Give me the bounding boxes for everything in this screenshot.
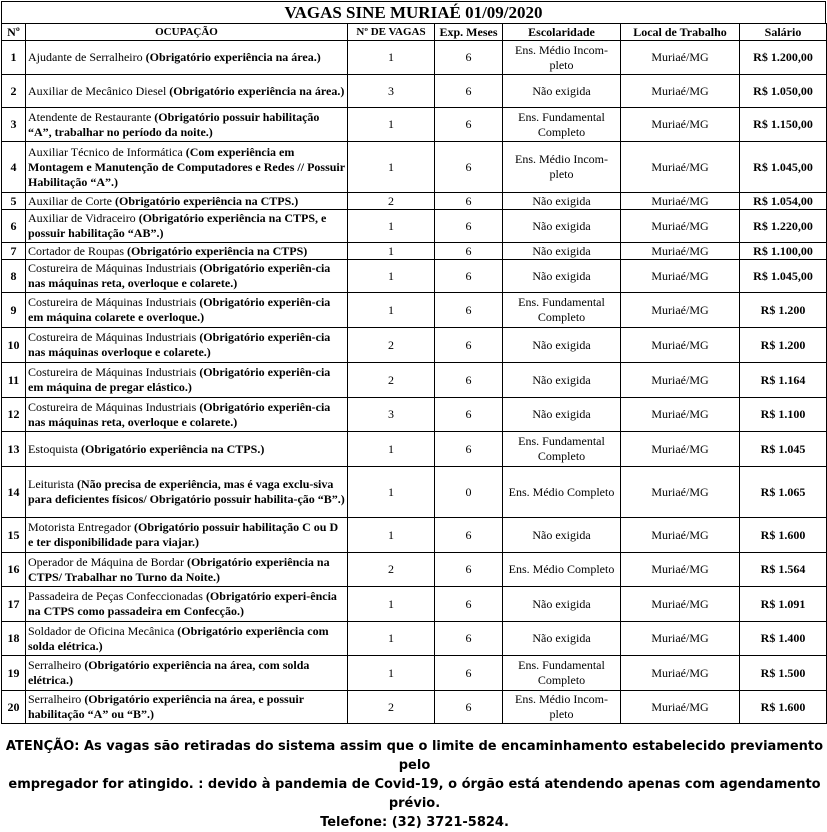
work-location: Muriaé/MG: [621, 691, 740, 724]
work-location: Muriaé/MG: [621, 243, 740, 260]
work-location: Muriaé/MG: [621, 293, 740, 328]
salary: R$ 1.091: [740, 587, 827, 622]
occupation-cell: [26, 108, 348, 142]
education-requirement: Ens. Médio Incom-pleto: [503, 142, 621, 193]
row-number: 12: [2, 398, 26, 432]
table-row: [2, 142, 827, 193]
vacancy-count: 2: [348, 328, 435, 363]
work-location: Muriaé/MG: [621, 398, 740, 432]
salary: R$ 1.045,00: [740, 260, 827, 293]
occupation-title: Costureira de Máquinas Industriais: [28, 295, 197, 309]
header-num: Nº: [2, 24, 26, 41]
occupation-title: Auxiliar de Corte: [28, 193, 112, 208]
row-number: 9: [2, 293, 26, 328]
occupation-requirements: (Obrigatório experiência na CTPS.): [81, 441, 265, 456]
occupation-cell: [26, 243, 348, 260]
experience-months: 6: [435, 75, 503, 108]
row-number: 6: [2, 210, 26, 243]
page-title: VAGAS SINE MURIAÉ 01/09/2020: [1, 1, 826, 23]
vacancy-count: 3: [348, 75, 435, 108]
education-requirement: Não exigida: [503, 398, 621, 432]
work-location: Muriaé/MG: [621, 41, 740, 75]
experience-months: 6: [435, 210, 503, 243]
education-requirement: Ens. Médio Incom-pleto: [503, 691, 621, 724]
table-row: [2, 432, 827, 467]
row-number: 4: [2, 142, 26, 193]
vacancy-count: 1: [348, 41, 435, 75]
education-requirement: Não exigida: [503, 518, 621, 553]
occupation-title: Ajudante de Serralheiro: [28, 50, 143, 64]
occupation-cell: [26, 260, 348, 293]
row-number: 5: [2, 193, 26, 210]
experience-months: 6: [435, 363, 503, 398]
education-requirement: Não exigida: [503, 260, 621, 293]
work-location: Muriaé/MG: [621, 518, 740, 553]
occupation-requirements: (Obrigatório experiência na área, e possuir habilitação “A” ou “B”.): [28, 692, 304, 721]
notice-line-3: Telefone: (32) 3721-5824.: [320, 815, 509, 830]
education-requirement: Ens. Fundamental Completo: [503, 432, 621, 467]
vacancy-count: 2: [348, 363, 435, 398]
work-location: Muriaé/MG: [621, 622, 740, 656]
header-exp: Exp. Meses: [435, 24, 503, 41]
row-number: 14: [2, 467, 26, 518]
notice-line-1: ATENÇÃO: As vagas são retiradas do sistema assim que o limite de encaminhamento estabelecido previamento pelo: [5, 739, 824, 773]
salary: R$ 1.100,00: [740, 243, 827, 260]
row-number: 2: [2, 75, 26, 108]
occupation-title: Auxiliar de Vidraceiro: [28, 211, 136, 225]
table-row: [2, 398, 827, 432]
row-number: 15: [2, 518, 26, 553]
occupation-requirements: (Obrigatório experiên-cia em máquina de pregar elástico.): [28, 365, 331, 394]
occupation-cell: [26, 75, 348, 108]
row-number: 18: [2, 622, 26, 656]
occupation-cell: [26, 142, 348, 193]
occupation-requirements: (Obrigatório experiência na área, com solda elétrica.): [28, 658, 310, 687]
occupation-requirements: (Obrigatório experiência na CTPS.): [114, 193, 299, 208]
table-row: [2, 193, 827, 210]
occupation-requirements: (Obrigatório experiên-cia em máquina colarete e overloque.): [28, 295, 331, 324]
salary: R$ 1.400: [740, 622, 827, 656]
salary: R$ 1.045,00: [740, 142, 827, 193]
salary: R$ 1.065: [740, 467, 827, 518]
education-requirement: Não exigida: [503, 193, 621, 210]
education-requirement: Não exigida: [503, 75, 621, 108]
row-number: 10: [2, 328, 26, 363]
occupation-cell: [26, 210, 348, 243]
vacancy-count: 1: [348, 243, 435, 260]
occupation-requirements: (Obrigatório experiên-cia nas máquinas reta, overloque e colarete.): [28, 261, 331, 290]
salary: R$ 1.050,00: [740, 75, 827, 108]
experience-months: 6: [435, 260, 503, 293]
header-ocupacao: OCUPAÇÃO: [26, 24, 348, 41]
occupation-requirements: (Não precisa de experiência, mas é vaga exclu-siva para deficientes físicos/ Obrigatório possuir habilita-ção “B”.): [28, 477, 345, 506]
salary: R$ 1.200,00: [740, 41, 827, 75]
occupation-title: Cortador de Roupas: [28, 243, 124, 258]
notice-line-2: empregador for atingido. : devido à pandemia de Covid-19, o órgão está atendendo apenas com agendamento prévio.: [8, 777, 821, 811]
education-requirement: Ens. Fundamental Completo: [503, 293, 621, 328]
occupation-title: Leiturista: [28, 477, 74, 491]
occupation-title: Soldador de Oficina Mecânica: [28, 623, 175, 638]
table-row: [2, 243, 827, 260]
education-requirement: Não exigida: [503, 243, 621, 260]
header-escolaridade: Escolaridade: [503, 24, 621, 41]
table-row: [2, 656, 827, 691]
occupation-requirements: (Obrigatório experiên-cia nas máquinas overloque e colarete.): [28, 330, 331, 359]
table-row: [2, 75, 827, 108]
table-row: [2, 553, 827, 587]
salary: R$ 1.220,00: [740, 210, 827, 243]
vacancy-count: 1: [348, 108, 435, 142]
row-number: 20: [2, 691, 26, 724]
salary: R$ 1.150,00: [740, 108, 827, 142]
row-number: 8: [2, 260, 26, 293]
occupation-requirements: (Obrigatório experiência na área.): [169, 83, 345, 98]
occupation-title: Costureira de Máquinas Industriais: [28, 399, 197, 414]
occupation-title: Auxiliar Técnico de Informática: [28, 144, 183, 159]
education-requirement: Não exigida: [503, 328, 621, 363]
work-location: Muriaé/MG: [621, 328, 740, 363]
occupation-requirements: (Obrigatório experiência na área.): [145, 50, 321, 64]
occupation-cell: [26, 518, 348, 553]
vacancy-count: 1: [348, 293, 435, 328]
salary: R$ 1.564: [740, 553, 827, 587]
experience-months: 6: [435, 142, 503, 193]
occupation-requirements: (Obrigatório possuir habilitação C ou D e ter disponibilidade para viajar.): [28, 520, 339, 549]
vacancy-count: 1: [348, 518, 435, 553]
education-requirement: Ens. Médio Completo: [503, 553, 621, 587]
table-row: [2, 587, 827, 622]
work-location: Muriaé/MG: [621, 587, 740, 622]
experience-months: 6: [435, 243, 503, 260]
occupation-title: Passadeira de Peças Confeccionadas: [28, 589, 203, 603]
occupation-cell: [26, 622, 348, 656]
table-row: [2, 518, 827, 553]
experience-months: 6: [435, 553, 503, 587]
education-requirement: Ens. Médio Completo: [503, 467, 621, 518]
occupation-cell: [26, 363, 348, 398]
table-row: [2, 363, 827, 398]
salary: R$ 1.054,00: [740, 193, 827, 210]
work-location: Muriaé/MG: [621, 432, 740, 467]
vacancy-count: 1: [348, 210, 435, 243]
occupation-requirements: (Obrigatório possuir habilitação “A”, trabalhar no período da noite.): [28, 109, 320, 139]
occupation-requirements: (Obrigatório experiên-cia nas máquinas reta, overloque e colarete.): [28, 399, 331, 429]
table-row: [2, 108, 827, 142]
occupation-title: Costureira de Máquinas Industriais: [28, 261, 197, 275]
table-header-row: [2, 24, 827, 41]
occupation-title: Auxiliar de Mecânico Diesel: [28, 83, 167, 98]
salary: R$ 1.600: [740, 518, 827, 553]
occupation-cell: [26, 293, 348, 328]
education-requirement: Não exigida: [503, 587, 621, 622]
header-salario: Salário: [740, 24, 827, 41]
occupation-title: Atendente de Restaurante: [28, 109, 152, 124]
occupation-requirements: (Obrigatório experiência com solda elétrica.): [28, 623, 329, 653]
salary: R$ 1.500: [740, 656, 827, 691]
occupation-cell: [26, 553, 348, 587]
table-row: [2, 293, 827, 328]
occupation-title: Motorista Entregador: [28, 520, 131, 534]
occupation-requirements: (Obrigatório experiência na CTPS/ Trabalhar no Turno da Noite.): [28, 554, 330, 584]
occupation-cell: [26, 328, 348, 363]
header-vagas: Nº DE VAGAS: [348, 24, 435, 41]
row-number: 13: [2, 432, 26, 467]
occupation-cell: [26, 41, 348, 75]
work-location: Muriaé/MG: [621, 142, 740, 193]
experience-months: 6: [435, 293, 503, 328]
vacancy-count: 3: [348, 398, 435, 432]
occupation-cell: [26, 656, 348, 691]
table-row: [2, 328, 827, 363]
experience-months: 6: [435, 432, 503, 467]
experience-months: 6: [435, 622, 503, 656]
salary: R$ 1.045: [740, 432, 827, 467]
education-requirement: Ens. Médio Incom-pleto: [503, 41, 621, 75]
occupation-title: Serralheiro: [28, 692, 82, 706]
table-row: [2, 622, 827, 656]
occupation-cell: [26, 193, 348, 210]
experience-months: 6: [435, 587, 503, 622]
work-location: Muriaé/MG: [621, 656, 740, 691]
work-location: Muriaé/MG: [621, 210, 740, 243]
vacancy-count: 1: [348, 467, 435, 518]
salary: R$ 1.600: [740, 691, 827, 724]
experience-months: 6: [435, 398, 503, 432]
vacancy-count: 2: [348, 553, 435, 587]
occupation-requirements: (Obrigatório experiência na CTPS): [126, 243, 308, 258]
row-number: 16: [2, 553, 26, 587]
occupation-title: Operador de Máquina de Bordar: [28, 554, 184, 569]
experience-months: 6: [435, 656, 503, 691]
table-row: [2, 210, 827, 243]
vacancy-count: 1: [348, 622, 435, 656]
vacancy-count: 1: [348, 656, 435, 691]
salary: R$ 1.200: [740, 293, 827, 328]
experience-months: 6: [435, 328, 503, 363]
work-location: Muriaé/MG: [621, 467, 740, 518]
occupation-requirements: (Com experiência em Montagem e Manutenção de Computadores e Redes // Possuir Habilitação “A”.): [28, 144, 345, 189]
occupation-title: Costureira de Máquinas Industriais: [28, 365, 197, 379]
work-location: Muriaé/MG: [621, 260, 740, 293]
occupation-title: Serralheiro: [28, 658, 82, 672]
occupation-title: Estoquista: [28, 441, 78, 456]
occupation-requirements: (Obrigatório experi-ência na CTPS como passadeira em Confecção.): [28, 589, 337, 618]
experience-months: 6: [435, 518, 503, 553]
row-number: 11: [2, 363, 26, 398]
education-requirement: Não exigida: [503, 363, 621, 398]
education-requirement: Não exigida: [503, 622, 621, 656]
table-row: [2, 41, 827, 75]
row-number: 7: [2, 243, 26, 260]
experience-months: 6: [435, 41, 503, 75]
table-row: [2, 467, 827, 518]
work-location: Muriaé/MG: [621, 193, 740, 210]
education-requirement: Ens. Fundamental Completo: [503, 108, 621, 142]
vacancy-count: 1: [348, 432, 435, 467]
education-requirement: Não exigida: [503, 210, 621, 243]
row-number: 17: [2, 587, 26, 622]
occupation-cell: [26, 691, 348, 724]
salary: R$ 1.200: [740, 328, 827, 363]
work-location: Muriaé/MG: [621, 363, 740, 398]
experience-months: 6: [435, 193, 503, 210]
work-location: Muriaé/MG: [621, 75, 740, 108]
vacancy-count: 1: [348, 142, 435, 193]
table-row: [2, 260, 827, 293]
header-local: Local de Trabalho: [621, 24, 740, 41]
occupation-cell: [26, 398, 348, 432]
row-number: 1: [2, 41, 26, 75]
occupation-requirements: (Obrigatório experiência na CTPS, e possuir habilitação “AB”.): [28, 211, 327, 240]
job-listing-sheet: [1, 1, 826, 830]
occupation-title: Costureira de Máquinas Industriais: [28, 330, 197, 344]
experience-months: 6: [435, 691, 503, 724]
vacancy-count: 2: [348, 691, 435, 724]
row-number: 19: [2, 656, 26, 691]
salary: R$ 1.100: [740, 398, 827, 432]
work-location: Muriaé/MG: [621, 553, 740, 587]
table-row: [2, 691, 827, 724]
occupation-cell: [26, 467, 348, 518]
experience-months: 6: [435, 108, 503, 142]
salary: R$ 1.164: [740, 363, 827, 398]
attention-notice: [1, 737, 827, 832]
education-requirement: Ens. Fundamental Completo: [503, 656, 621, 691]
vacancy-count: 1: [348, 260, 435, 293]
vacancy-count: 2: [348, 193, 435, 210]
vacancies-table: [1, 23, 827, 724]
experience-months: 0: [435, 467, 503, 518]
occupation-cell: [26, 587, 348, 622]
occupation-cell: [26, 432, 348, 467]
vacancy-count: 1: [348, 587, 435, 622]
row-number: 3: [2, 108, 26, 142]
table-body: [2, 41, 827, 724]
work-location: Muriaé/MG: [621, 108, 740, 142]
